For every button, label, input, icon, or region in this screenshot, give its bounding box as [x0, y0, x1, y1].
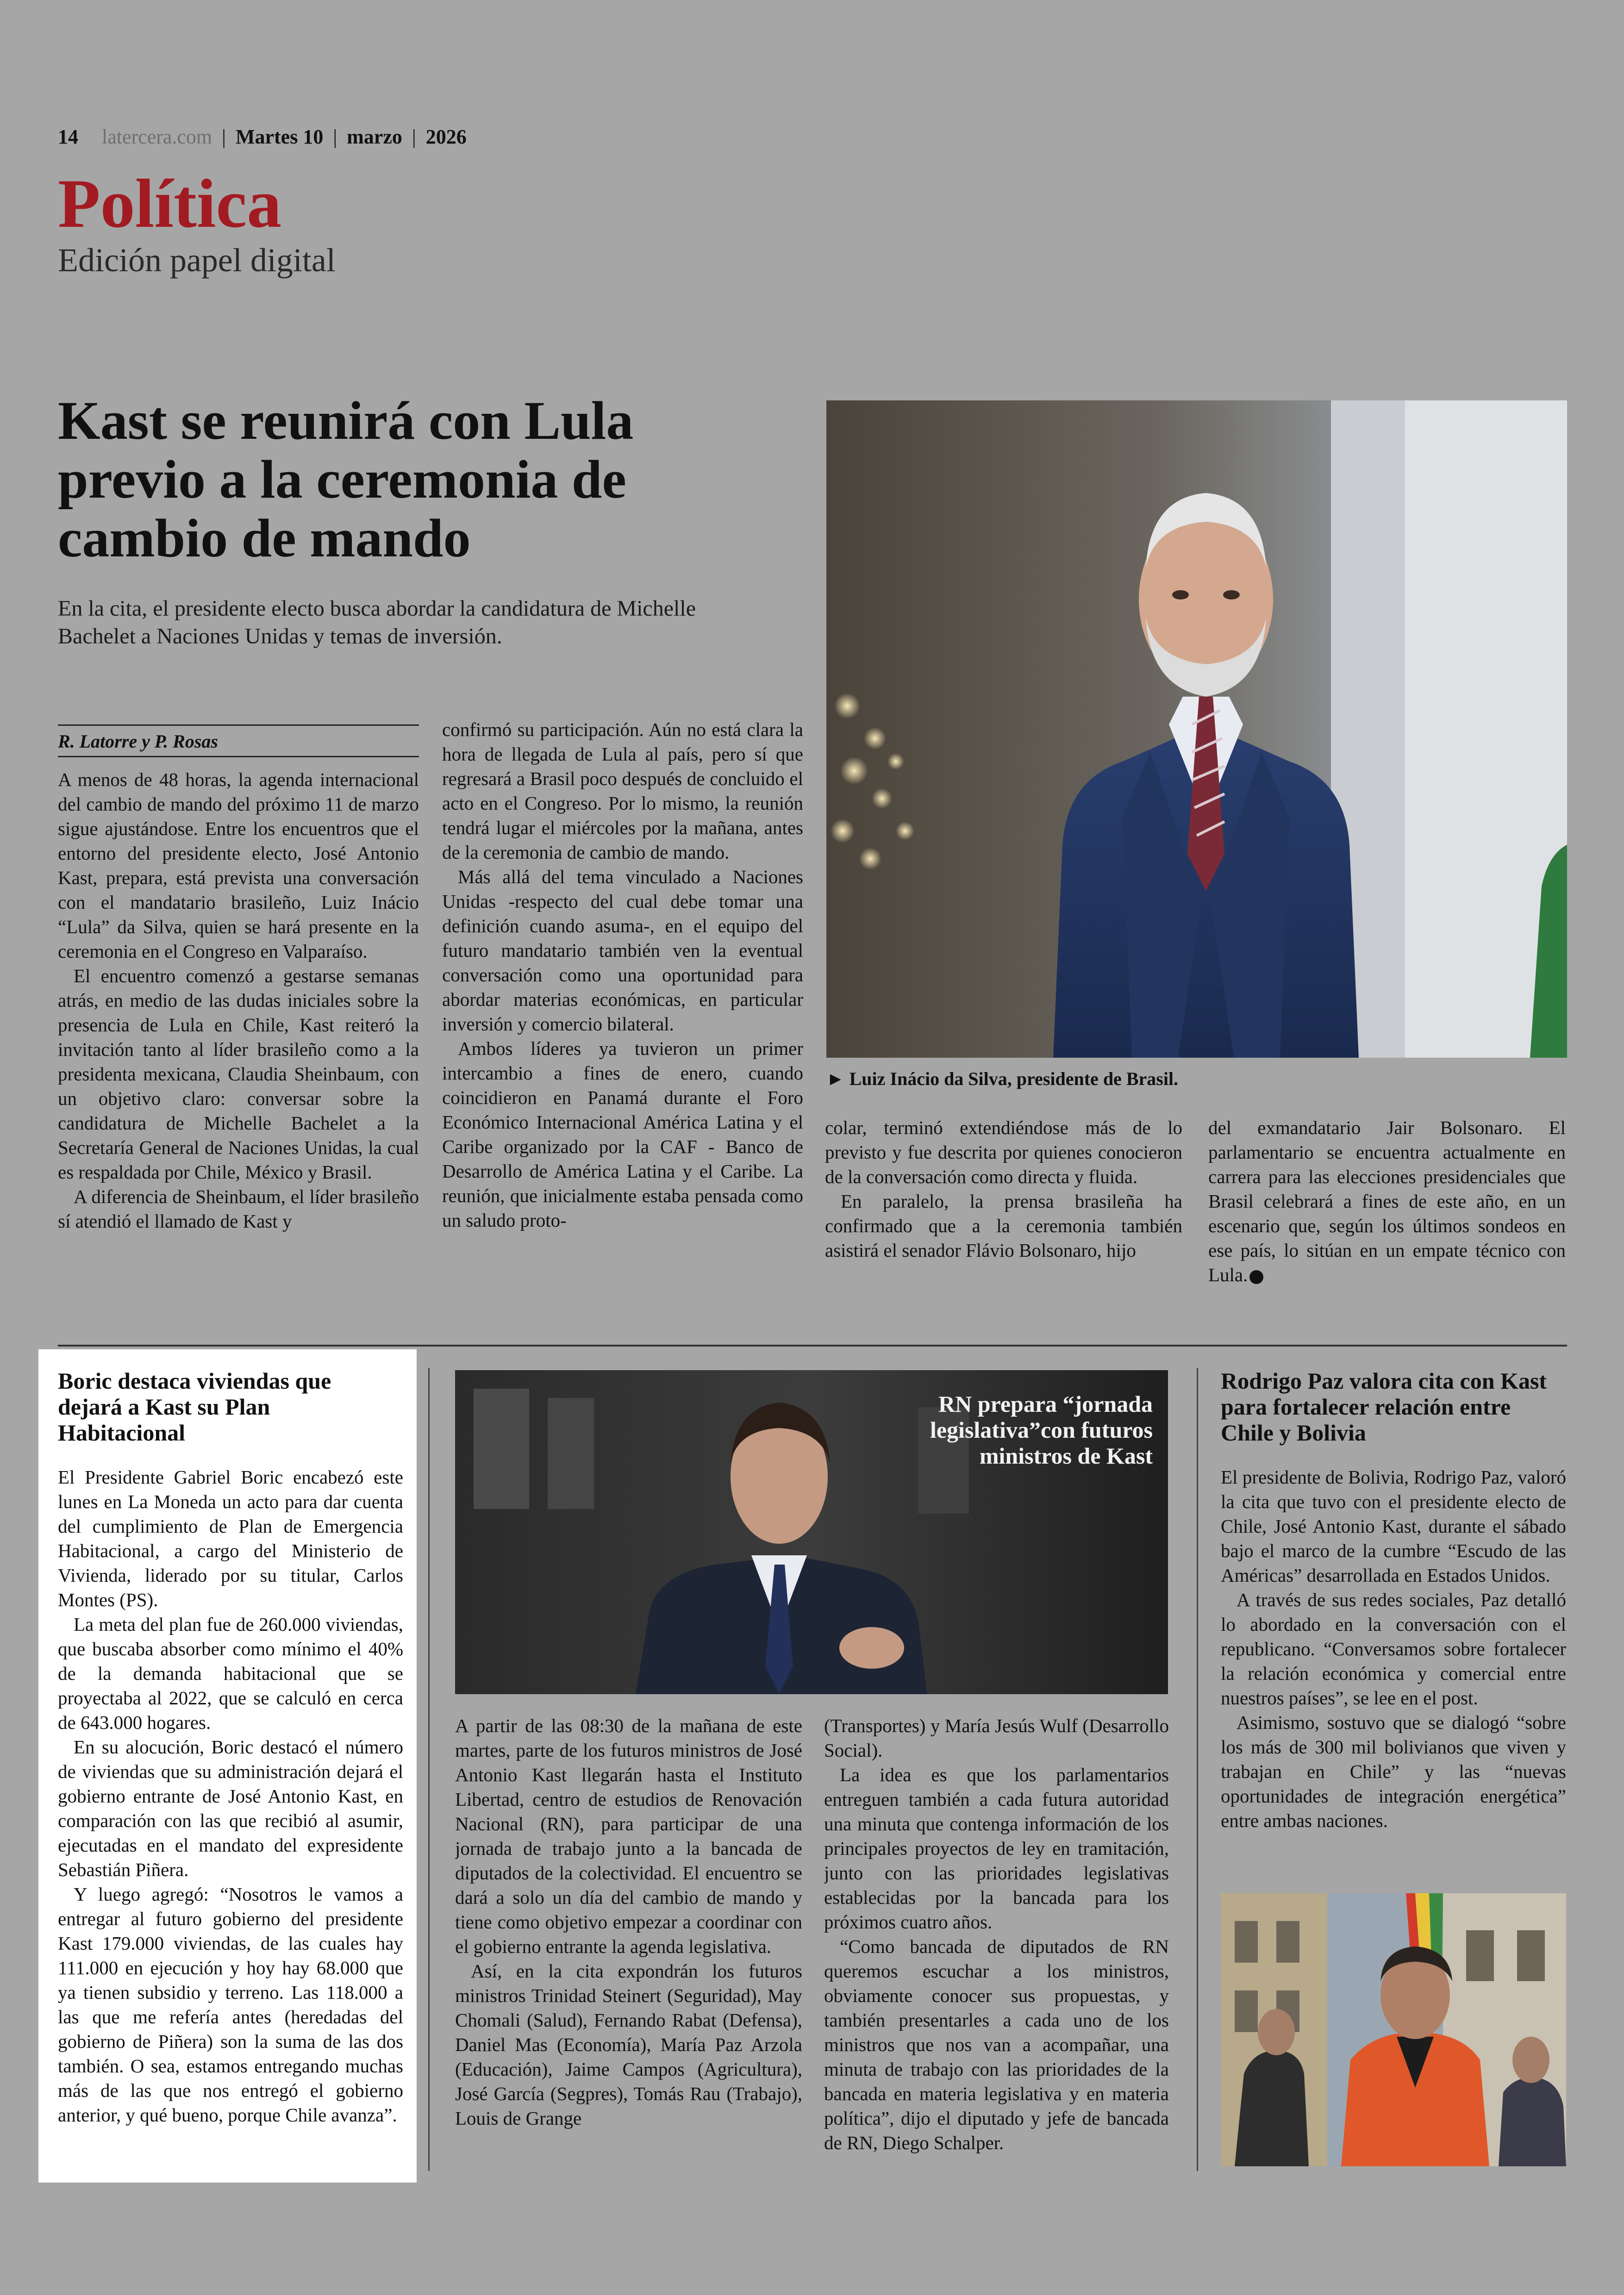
main-deck: En la cita, el presidente electo busca abordar la candidatura de Michelle Bachelet a Naciones Unidas y temas de inversión.	[58, 596, 696, 649]
main-column-4	[1208, 1116, 1566, 1296]
page-number: 14	[58, 125, 78, 148]
paz-headline: Rodrigo Paz valora cita con Kast para fortalecer relación entre Chile y Bolivia	[1221, 1368, 1547, 1446]
paragraph: Asimismo, sostuvo que se dialogó “sobre los más de 300 mil bolivianos que viven y trabajan en Chile” y las “nuevas oportunidades de integración energética” entre ambas naciones.	[1221, 1712, 1566, 1831]
main-column-2	[442, 717, 803, 1295]
paragraph	[1208, 1116, 1566, 1287]
folio-month: marzo	[347, 125, 402, 148]
paz-photo	[1221, 1893, 1566, 2166]
byline-bottom-rule	[58, 756, 419, 757]
site-name: latercera.com	[102, 125, 212, 148]
paragraph: A partir de las 08:30 de la mañana de este martes, parte de los futuros ministros de José Antonio Kast llegarán hasta el Instituto Libertad, centro de estudios de Renovación Nacional (RN), para participar de una jornada de trabajo junto a la bancada de diputados de la colectividad. El encuentro se dará a solo un día del cambio de mando y tiene como objetivo empezar a coordinar con el gobierno entrante la agenda legislativa.	[455, 1715, 802, 1957]
main-column-1	[58, 767, 419, 1295]
main-column-3	[825, 1116, 1182, 1296]
main-headline: Kast se reunirá con Lula previo a la ceremonia de cambio de mando	[58, 390, 634, 568]
folio-separator-1: |	[222, 125, 226, 148]
paragraph: Más allá del tema vinculado a Naciones Unidas -respecto del cual debe tomar una definición cuando asuma-, en el equipo del futuro mandatario también ven la eventual conversación como una oportunidad para abordar materias económicas, en particular inversión y comercio bilateral.	[442, 866, 803, 1035]
paragraph: (Transportes) y María Jesús Wulf (Desarrollo Social).	[824, 1715, 1169, 1761]
paragraph: El encuentro comenzó a gestarse semanas atrás, en medio de las dudas iniciales sobre la presencia de Lula en Chile, Kast reiteró la invitación tanto al líder brasileño como a la presidenta mexicana, Claudia Sheinbaum, con un objetivo claro: conversar sobre la candidatura de Michelle Bachelet a la Secretaría General de Naciones Unidas, la cual es respaldada por Chile, México y Brasil.	[58, 965, 419, 1183]
paz-body	[1221, 1465, 1566, 1872]
boric-body	[58, 1465, 403, 2169]
folio-day: Martes 10	[235, 125, 324, 148]
photo-caption: ► Luiz Inácio da Silva, presidente de Brasil.	[826, 1068, 1179, 1089]
paragraph: El Presidente Gabriel Boric encabezó este lunes en La Moneda un acto para dar cuenta del cumplimiento de Plan de Emergencia Habitacional, a cargo del Ministerio de Vivienda, liderado por su titular, Carlos Montes (PS).	[58, 1466, 403, 1610]
paragraph: Y luego agregó: “Nosotros le vamos a entregar al futuro gobierno del presidente Kast 179.000 viviendas, de las cuales hay 111.000 en ejecución y hoy hay 68.000 que ya tienen subsidio y terreno. Las 118.000 a las que me refería antes (heredadas del gobierno de Piñera) son la suma de las dos también. O sea, estamos entregando muchas más de las que nos entregó el gobierno anterior, y qué bueno, porque Chile avanza”.	[58, 1883, 403, 2126]
paragraph: En su alocución, Boric destacó el número de viviendas que su administración dejará el gobierno entrante de José Antonio Kast, en comparación con las que recibió al asumir, ejecutadas en el mandato del expresidente Sebastián Piñera.	[58, 1736, 403, 1880]
folio-separator-3: |	[412, 125, 416, 148]
column-divider-left	[428, 1368, 430, 2171]
paragraph: A menos de 48 horas, la agenda internacional del cambio de mando del próximo 11 de marzo sigue ajustándose. Entre los encuentros que el entorno del presidente electo, José Antonio Kast, prepara, está prevista una conversación con el mandatario brasileño, Luiz Inácio “Lula” da Silva, quien se hará presente en la ceremonia en el Congreso en Valparaíso.	[58, 769, 419, 962]
end-mark-icon	[1249, 1270, 1263, 1284]
rn-column-1	[455, 1714, 802, 2172]
folio-year: 2026	[425, 125, 467, 148]
lula-photo	[826, 400, 1567, 1058]
paragraph: confirmó su participación. Aún no está clara la hora de llegada de Lula al país, pero sí que regresará a Brasil poco después de concluido el acto en el Congreso. Por lo mismo, la reunión tendrá lugar el miércoles por la mañana, antes de la ceremonia de cambio de mando.	[442, 719, 803, 863]
folio	[58, 122, 467, 152]
section-title: Política	[58, 165, 282, 242]
byline: R. Latorre y P. Rosas	[58, 731, 218, 752]
rn-headline: RN prepara “jornada legislativa”con futuros ministros de Kast	[930, 1391, 1153, 1469]
paragraph: En paralelo, la prensa brasileña ha confirmado que a la ceremonia también asistirá el senador Flávio Bolsonaro, hijo	[825, 1191, 1182, 1261]
paragraph-text: del exmandatario Jair Bolsonaro. El parlamentario se encuentra actualmente en carrera para las elecciones presidenciales que Brasil celebrará a fines de este año, en un escenario que, según los últimos sondeos en ese país, lo sitúan en un empate técnico con Lula.	[1208, 1117, 1566, 1285]
byline-top-rule	[58, 724, 419, 726]
section-divider	[58, 1345, 1567, 1347]
paragraph: “Como bancada de diputados de RN queremos escuchar a los ministros, obviamente conocer sus propuestas, y también presentarles a cada uno de los ministros que nos van a acompañar, una minuta de trabajo con las prioridades de la bancada en materia legislativa y en materia política”, dijo el diputado y jefe de bancada de RN, Diego Schalper.	[824, 1936, 1169, 2153]
paragraph: A diferencia de Sheinbaum, el líder brasileño sí atendió el llamado de Kast y	[58, 1186, 419, 1232]
boric-headline: Boric destaca viviendas que dejará a Kast su Plan Habitacional	[58, 1368, 331, 1446]
paragraph: La idea es que los parlamentarios entreguen también a cada futura autoridad una minuta que contenga información de los principales proyectos de ley en tramitación, junto con las prioridades legislativas establecidas por la bancada para los próximos cuatro años.	[824, 1764, 1169, 1933]
paragraph: El presidente de Bolivia, Rodrigo Paz, valoró la cita que tuvo con el presidente electo de Chile, José Antonio Kast, durante el sábado bajo el marco de la cumbre “Escudo de las Américas” desarrollada en Estados Unidos.	[1221, 1466, 1566, 1586]
folio-separator-2: |	[333, 125, 337, 148]
rn-column-2	[824, 1714, 1169, 2172]
paragraph: A través de sus redes sociales, Paz detalló lo abordado en la conversación con el republicano. “Conversamos sobre fortalecer la relación económica y comercial entre nuestros países”, se lee en el post.	[1221, 1589, 1566, 1709]
paragraph: colar, terminó extendiéndose más de lo previsto y fue descrita por quienes conocieron de la conversación como directa y fluida.	[825, 1117, 1182, 1187]
paragraph: Ambos líderes ya tuvieron un primer intercambio a fines de enero, cuando coincidieron en Panamá durante el Foro Económico Internacional América Latina y el Caribe organizado por la CAF - Banco de Desarrollo de América Latina y el Caribe. La reunión, que inicialmente estaba pensada como un saludo proto-	[442, 1038, 803, 1231]
section-subtitle: Edición papel digital	[58, 242, 336, 279]
column-divider-right	[1197, 1368, 1198, 2171]
paragraph: Así, en la cita expondrán los futuros ministros Trinidad Steinert (Seguridad), May Chomali (Salud), Fernando Rabat (Defensa), Daniel Mas (Economía), María Paz Arzola (Educación), Jaime Campos (Agricultura), José García (Segpres), Tomás Rau (Trabajo), Louis de Grange	[455, 1960, 802, 2129]
paragraph: La meta del plan fue de 260.000 viviendas, que buscaba absorber como mínimo el 40% de la demanda habitacional que se proyectaba al 2022, que se calculó en cerca de 643.000 hogares.	[58, 1614, 403, 1733]
